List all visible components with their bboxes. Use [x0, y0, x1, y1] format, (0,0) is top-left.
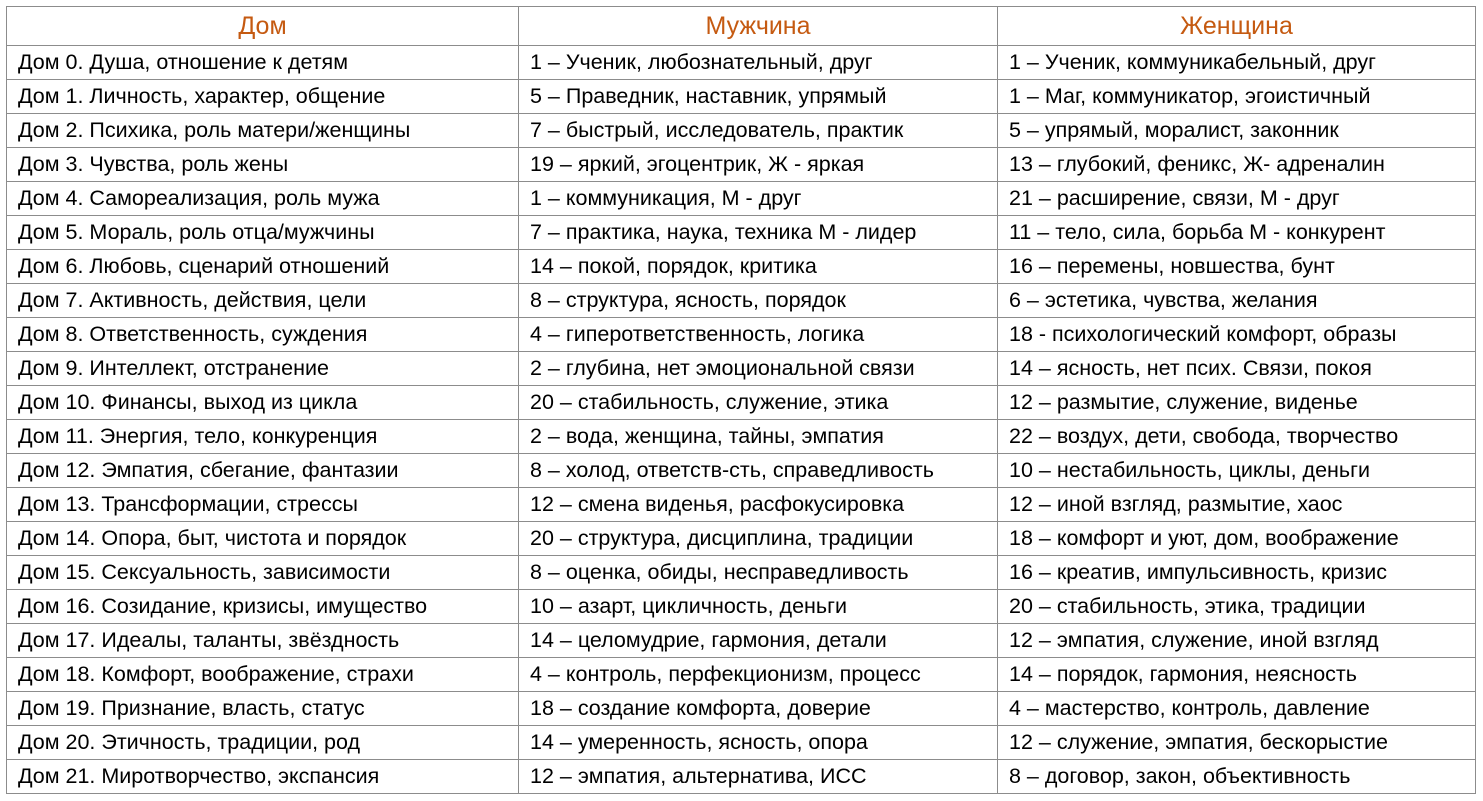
- table-row: [7, 318, 1476, 352]
- cell-man: 7 – быстрый, исследователь, практик: [519, 114, 998, 148]
- table-row: [7, 352, 1476, 386]
- cell-house: Дом 6. Любовь, сценарий отношений: [7, 250, 519, 284]
- cell-man: 2 – глубина, нет эмоциональной связи: [519, 352, 998, 386]
- header-man: Мужчина: [519, 7, 998, 46]
- table-row: [7, 46, 1476, 80]
- cell-house: Дом 10. Финансы, выход из цикла: [7, 386, 519, 420]
- table-row: [7, 522, 1476, 556]
- cell-house: Дом 11. Энергия, тело, конкуренция: [7, 420, 519, 454]
- table-row: [7, 590, 1476, 624]
- table-row: [7, 420, 1476, 454]
- table-row: [7, 80, 1476, 114]
- cell-house: Дом 14. Опора, быт, чистота и порядок: [7, 522, 519, 556]
- table-row: [7, 386, 1476, 420]
- cell-man: 20 – стабильность, служение, этика: [519, 386, 998, 420]
- cell-woman: 14 – ясность, нет псих. Связи, покоя: [998, 352, 1476, 386]
- cell-man: 2 – вода, женщина, тайны, эмпатия: [519, 420, 998, 454]
- cell-man: 10 – азарт, цикличность, деньги: [519, 590, 998, 624]
- cell-woman: 18 - психологический комфорт, образы: [998, 318, 1476, 352]
- cell-woman: 14 – порядок, гармония, неясность: [998, 658, 1476, 692]
- cell-woman: 12 – иной взгляд, размытие, хаос: [998, 488, 1476, 522]
- cell-house: Дом 19. Признание, власть, статус: [7, 692, 519, 726]
- table-row: [7, 658, 1476, 692]
- cell-man: 8 – структура, ясность, порядок: [519, 284, 998, 318]
- header-woman: Женщина: [998, 7, 1476, 46]
- cell-woman: 1 – Ученик, коммуникабельный, друг: [998, 46, 1476, 80]
- cell-woman: 21 – расширение, связи, М - друг: [998, 182, 1476, 216]
- cell-house: Дом 18. Комфорт, воображение, страхи: [7, 658, 519, 692]
- header-house: Дом: [7, 7, 519, 46]
- header-row: [7, 7, 1476, 46]
- cell-man: 19 – яркий, эгоцентрик, Ж - яркая: [519, 148, 998, 182]
- cell-man: 12 – смена виденья, расфокусировка: [519, 488, 998, 522]
- cell-woman: 12 – размытие, служение, виденье: [998, 386, 1476, 420]
- cell-woman: 11 – тело, сила, борьба М - конкурент: [998, 216, 1476, 250]
- cell-man: 8 – холод, ответств-сть, справедливость: [519, 454, 998, 488]
- table-row: [7, 284, 1476, 318]
- cell-house: Дом 3. Чувства, роль жены: [7, 148, 519, 182]
- cell-woman: 8 – договор, закон, объективность: [998, 760, 1476, 794]
- cell-house: Дом 20. Этичность, традиции, род: [7, 726, 519, 760]
- cell-man: 14 – покой, порядок, критика: [519, 250, 998, 284]
- cell-man: 18 – создание комфорта, доверие: [519, 692, 998, 726]
- cell-house: Дом 2. Психика, роль матери/женщины: [7, 114, 519, 148]
- cell-man: 14 – целомудрие, гармония, детали: [519, 624, 998, 658]
- cell-house: Дом 1. Личность, характер, общение: [7, 80, 519, 114]
- table-wrapper: [6, 6, 1476, 794]
- cell-woman: 10 – нестабильность, циклы, деньги: [998, 454, 1476, 488]
- cell-house: Дом 7. Активность, действия, цели: [7, 284, 519, 318]
- table-header: [7, 7, 1476, 46]
- houses-table: [6, 6, 1476, 794]
- cell-house: Дом 9. Интеллект, отстранение: [7, 352, 519, 386]
- table-row: [7, 148, 1476, 182]
- cell-woman: 18 – комфорт и уют, дом, воображение: [998, 522, 1476, 556]
- cell-woman: 12 – эмпатия, служение, иной взгляд: [998, 624, 1476, 658]
- table-row: [7, 216, 1476, 250]
- table-row: [7, 114, 1476, 148]
- cell-man: 7 – практика, наука, техника М - лидер: [519, 216, 998, 250]
- cell-woman: 13 – глубокий, феникс, Ж- адреналин: [998, 148, 1476, 182]
- cell-house: Дом 5. Мораль, роль отца/мужчины: [7, 216, 519, 250]
- cell-man: 4 – контроль, перфекционизм, процесс: [519, 658, 998, 692]
- cell-house: Дом 0. Душа, отношение к детям: [7, 46, 519, 80]
- cell-woman: 16 – креатив, импульсивность, кризис: [998, 556, 1476, 590]
- cell-woman: 5 – упрямый, моралист, законник: [998, 114, 1476, 148]
- cell-man: 12 – эмпатия, альтернатива, ИСС: [519, 760, 998, 794]
- cell-woman: 6 – эстетика, чувства, желания: [998, 284, 1476, 318]
- cell-woman: 20 – стабильность, этика, традиции: [998, 590, 1476, 624]
- cell-house: Дом 4. Самореализация, роль мужа: [7, 182, 519, 216]
- table-row: [7, 692, 1476, 726]
- cell-woman: 16 – перемены, новшества, бунт: [998, 250, 1476, 284]
- table-row: [7, 182, 1476, 216]
- table-row: [7, 454, 1476, 488]
- table-row: [7, 250, 1476, 284]
- cell-house: Дом 15. Сексуальность, зависимости: [7, 556, 519, 590]
- cell-man: 8 – оценка, обиды, несправедливость: [519, 556, 998, 590]
- cell-woman: 4 – мастерство, контроль, давление: [998, 692, 1476, 726]
- table-row: [7, 556, 1476, 590]
- cell-man: 1 – Ученик, любознательный, друг: [519, 46, 998, 80]
- cell-man: 4 – гиперответственность, логика: [519, 318, 998, 352]
- cell-man: 14 – умеренность, ясность, опора: [519, 726, 998, 760]
- table-row: [7, 726, 1476, 760]
- cell-house: Дом 12. Эмпатия, сбегание, фантазии: [7, 454, 519, 488]
- cell-house: Дом 21. Миротворчество, экспансия: [7, 760, 519, 794]
- cell-house: Дом 17. Идеалы, таланты, звёздность: [7, 624, 519, 658]
- cell-house: Дом 13. Трансформации, стрессы: [7, 488, 519, 522]
- table-row: [7, 488, 1476, 522]
- cell-woman: 12 – служение, эмпатия, бескорыстие: [998, 726, 1476, 760]
- cell-woman: 1 – Маг, коммуникатор, эгоистичный: [998, 80, 1476, 114]
- cell-woman: 22 – воздух, дети, свобода, творчество: [998, 420, 1476, 454]
- cell-man: 1 – коммуникация, М - друг: [519, 182, 998, 216]
- cell-house: Дом 16. Созидание, кризисы, имущество: [7, 590, 519, 624]
- table-row: [7, 624, 1476, 658]
- table-row: [7, 760, 1476, 794]
- cell-man: 20 – структура, дисциплина, традиции: [519, 522, 998, 556]
- cell-man: 5 – Праведник, наставник, упрямый: [519, 80, 998, 114]
- table-body: [7, 46, 1476, 794]
- cell-house: Дом 8. Ответственность, суждения: [7, 318, 519, 352]
